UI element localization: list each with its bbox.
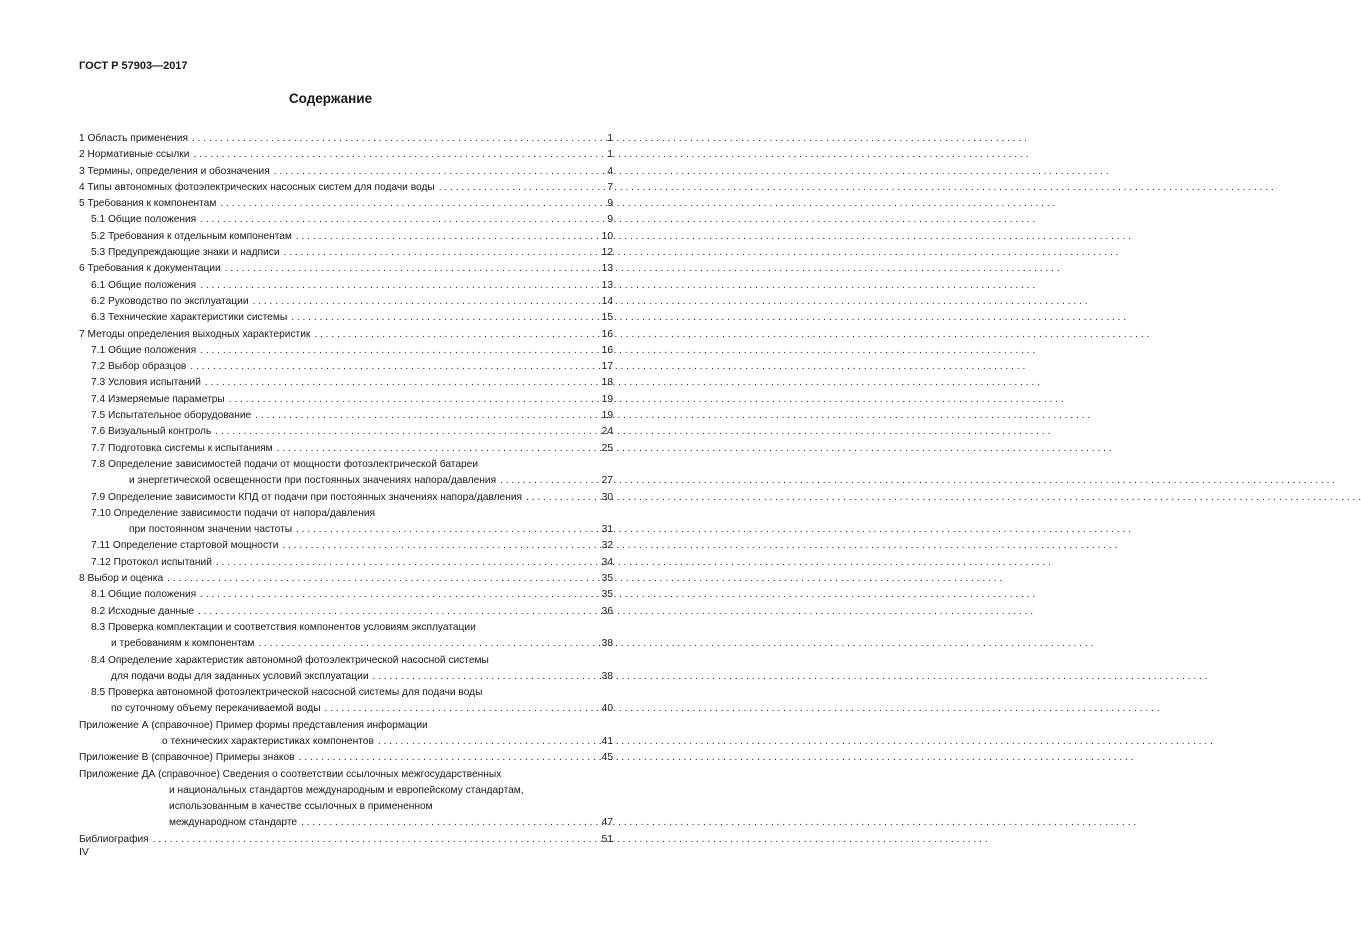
toc-entry[interactable]: 3 Термины, определения и обозначения . . . 4 — [79, 164, 613, 180]
page-number: IV — [79, 846, 89, 858]
toc-appendix-entry[interactable]: Приложение А (справочное) Пример формы представления информации о технических характеристиках компонентов . . . 41 — [79, 718, 613, 751]
toc-subentry[interactable]: 6.1 Общие положения . . . 13 — [79, 278, 613, 294]
toc-entry[interactable]: Библиография . . . 51 — [79, 832, 613, 848]
toc-subentry[interactable]: 5.1 Общие положения . . . 9 — [79, 212, 613, 228]
toc-entry[interactable]: 6 Требования к документации . . . 13 — [79, 261, 613, 277]
toc-subentry[interactable]: 7.1 Общие положения . . . 16 — [79, 343, 613, 359]
toc-subentry[interactable]: 7.2 Выбор образцов . . . 17 — [79, 359, 613, 375]
toc-subentry[interactable]: 6.2 Руководство по эксплуатации . . . 14 — [79, 294, 613, 310]
toc-entry[interactable]: 4 Типы автономных фотоэлектрических насосных систем для подачи воды . . . 7 — [79, 180, 613, 196]
toc-entry[interactable]: 5 Требования к компонентам . . . 9 — [79, 196, 613, 212]
toc-subentry[interactable]: 7.11 Определение стартовой мощности . . . 32 — [79, 538, 613, 554]
toc-subentry[interactable]: 7.9 Определение зависимости КПД от подачи при постоянных значениях напора/давления . . . 30 — [79, 490, 613, 506]
table-of-contents — [79, 131, 613, 848]
toc-subentry[interactable]: 6.3 Технические характеристики системы . . . 15 — [79, 310, 613, 326]
toc-entry[interactable]: 8 Выбор и оценка . . . 35 — [79, 571, 613, 587]
toc-subentry[interactable]: 7.5 Испытательное оборудование . . . 19 — [79, 408, 613, 424]
toc-subentry[interactable]: 7.10 Определение зависимости подачи от напора/давления при постоянном значении частоты . . . 31 — [79, 506, 613, 539]
toc-subentry[interactable]: 8.1 Общие положения . . . 35 — [79, 587, 613, 603]
toc-appendix-entry[interactable]: Приложение ДА (справочное) Сведения о соответствии ссылочных межгосударственных и национальных стандартов международным и европейскому стандартам, использованным в качестве ссылочных в примененном международном стандарте . . . 47 — [79, 767, 613, 832]
toc-subentry[interactable]: 8.5 Проверка автономной фотоэлектрической насосной системы для подачи воды по суточному объему перекачиваемой воды . . . 40 — [79, 685, 613, 718]
document-header: ГОСТ Р 57903—2017 — [79, 60, 188, 72]
toc-subentry[interactable]: 8.3 Проверка комплектации и соответствия компонентов условиям эксплуатации и требованиям к компонентам . . . 38 — [79, 620, 613, 653]
toc-subentry[interactable]: 7.6 Визуальный контроль . . . 24 — [79, 424, 613, 440]
toc-subentry[interactable]: 7.3 Условия испытаний . . . 18 — [79, 375, 613, 391]
toc-subentry[interactable]: 7.7 Подготовка системы к испытаниям . . . 25 — [79, 441, 613, 457]
page-title: Содержание — [288, 91, 373, 106]
toc-subentry[interactable]: 7.8 Определение зависимостей подачи от мощности фотоэлектрической батареи и энергетической освещенности при постоянных значениях напора/давления . . . 27 — [79, 457, 613, 490]
toc-entry[interactable]: 7 Методы определения выходных характеристик . . . 16 — [79, 327, 613, 343]
toc-subentry[interactable]: 5.2 Требования к отдельным компонентам . . . 10 — [79, 229, 613, 245]
toc-subentry[interactable]: 7.4 Измеряемые параметры . . . 19 — [79, 392, 613, 408]
toc-appendix-entry[interactable]: Приложение В (справочное) Примеры знаков . . . 45 — [79, 750, 613, 766]
toc-entry[interactable]: 1 Область применения . . . 1 — [79, 131, 613, 147]
toc-subentry[interactable]: 8.2 Исходные данные . . . 36 — [79, 604, 613, 620]
toc-entry[interactable]: 2 Нормативные ссылки . . . 1 — [79, 147, 613, 163]
toc-subentry[interactable]: 5.3 Предупреждающие знаки и надписи . . . 12 — [79, 245, 613, 261]
toc-subentry[interactable]: 7.12 Протокол испытаний . . . 34 — [79, 555, 613, 571]
toc-subentry[interactable]: 8.4 Определение характеристик автономной фотоэлектрической насосной системы для подачи воды для заданных условий эксплуатации . . . 38 — [79, 653, 613, 686]
